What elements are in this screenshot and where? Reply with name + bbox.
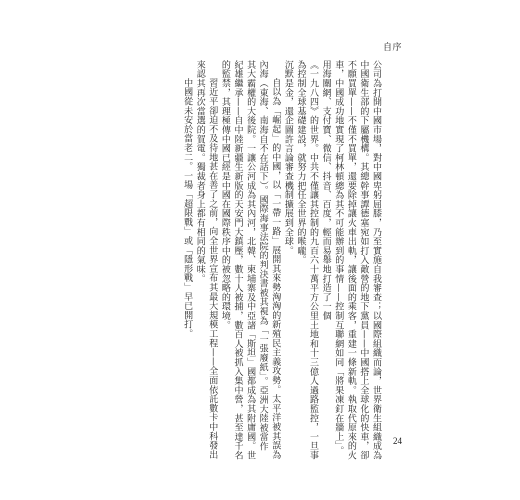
paragraph: 公司為打開中國市場，對中國卑躬屈膝，乃至實施自我審查；以國際組織而論，世界衛生組織成為中國衛生部的下屬機構。其總幹事譚德塞宛如打入敵營的地下黨員——中國搭上全球化的快車，卻不願買單——不僅不買單，還要除掉讓火車出軌，讓後面的乘客，重建一條新軌。執取代原來的火車，中國成功地實現了柯林頓總為其不可能辦到的事情——控制互聯網如同「將果凍釘在牆上」。用海關網、支付寶、微信、抖音、百度，輕而易舉地打造了一個 [320, 60, 381, 460]
paragraph: 習近平卻迫不及待地甚在善了之前，向全世界宣布其最大規模工程——全面依託數卡中科發出來認其再次當選的賀電。獨裁者身上都有相同的氣味。 [194, 60, 218, 460]
running-header: 自序 [382, 43, 402, 53]
paragraph: 自以為「崛起」的中國，以「一帶一路」展開其來勢洶洶的新殖民主義攻勢。太平洋被其誤為內海（東海、南海自不在話下）。國際海事法院的判決書被其視為「一張廢紙」。亞洲大陸被當作其大霸權的大後院。一讓公河成為其內河，北韓、柬埔寨及中亞諸「斯坦」國都成為其附庸國。世紀雄繼承——自中陸新疆生新版的天安門大鎮壓，數十人被捕，數百人被抓入集中營，甚至達千名的監禁，其理極傳中國已經是中國在國際秩序中的被忽略的環境。 [219, 60, 281, 460]
paragraph: 《一九八四》的世界。中共不僅讓其控制的九百六十萬平方公里土地和十三億人過路監控，一旦事為控制全球基礎建設，就努力把任全世界的喉嚨。 [295, 60, 319, 460]
page-number: 24 [393, 436, 402, 446]
paragraph: 中國從未安於當老二。一場「超限戰」或「隱形戰」早已開打。 [182, 78, 193, 339]
body-text [127, 60, 382, 460]
paragraph: 沉默是金，還企圖許言論審查機制擴展到全球。 [282, 60, 293, 256]
